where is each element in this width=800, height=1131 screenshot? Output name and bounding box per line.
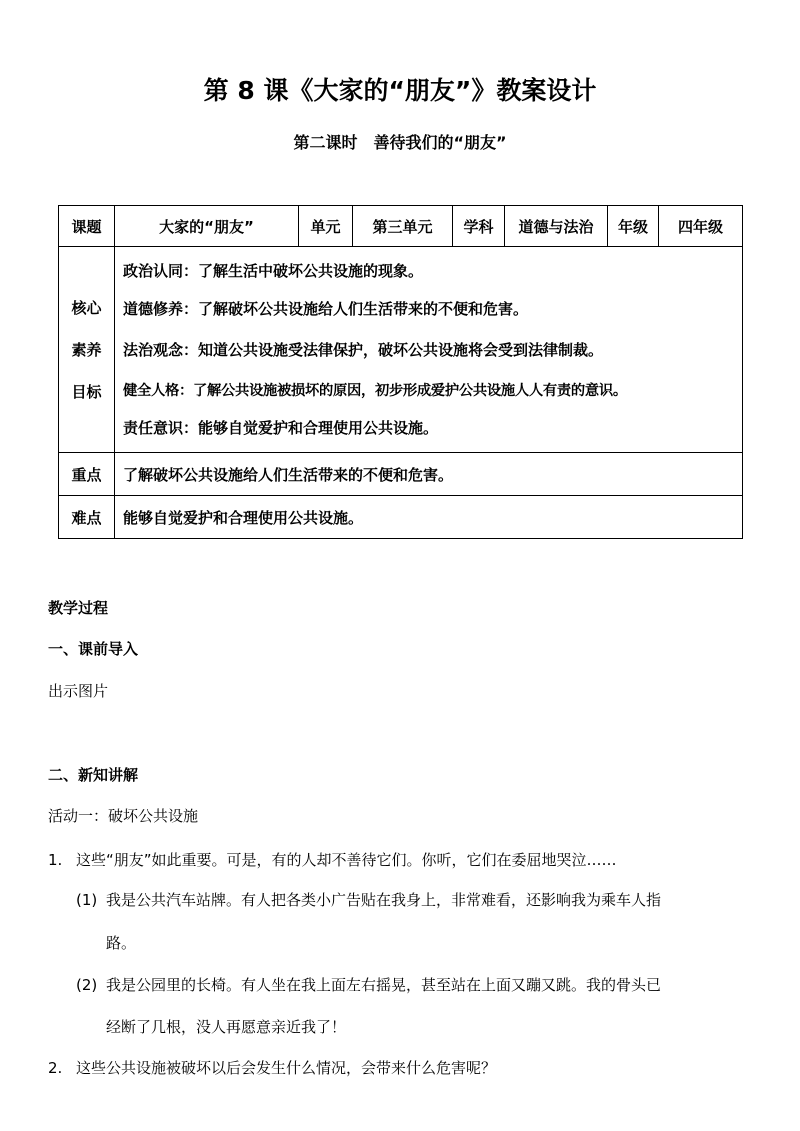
difficulty-row [59, 496, 743, 539]
item-number: 1. [48, 851, 63, 869]
part1-text: 出示图片 [48, 682, 109, 700]
topic-label: 课题 [59, 206, 115, 247]
goals-content [115, 247, 743, 453]
goal-item: 政治认同：了解生活中破坏公共设施的现象。 [123, 262, 424, 280]
goals-row [59, 247, 743, 453]
lesson-info-table [58, 205, 743, 539]
item-text-cont: 路。 [106, 934, 137, 952]
topic-value: 大家的“朋友” [115, 206, 299, 247]
part2-heading: 二、新知讲解 [48, 766, 139, 784]
subject-value: 道德与法治 [505, 206, 608, 247]
difficulty-label: 难点 [59, 496, 115, 539]
item-text: 我是公共汽车站牌。有人把各类小广告贴在我身上，非常难看，还影响我为乘车人指 [106, 891, 662, 909]
goal-item: 健全人格：了解公共设施被损坏的原因，初步形成爱护公共设施人人有责的意识。 [123, 382, 627, 399]
item-text: 这些“朋友”如此重要。可是，有的人却不善待它们。你听，它们在委屈地哭泣…… [76, 851, 617, 869]
activity-title: 活动一：破坏公共设施 [48, 807, 199, 825]
process-heading: 教学过程 [48, 599, 109, 617]
item-text-cont: 经断了几根，没人再愿意亲近我了！ [106, 1018, 347, 1036]
item-number: (2) [76, 976, 98, 994]
page-subtitle: 第二课时 善待我们的“朋友” [293, 133, 507, 152]
goal-item: 道德修养：了解破坏公共设施给人们生活带来的不便和危害。 [123, 299, 529, 318]
grade-value: 四年级 [659, 206, 743, 247]
key-point-label: 重点 [59, 453, 115, 496]
subject-label: 学科 [453, 206, 505, 247]
difficulty-value: 能够自觉爱护和合理使用公共设施。 [115, 496, 743, 539]
unit-label: 单元 [299, 206, 353, 247]
item-text: 这些公共设施被破坏以后会发生什么情况，会带来什么危害呢？ [76, 1059, 497, 1077]
key-point-value: 了解破坏公共设施给人们生活带来的不便和危害。 [115, 453, 743, 496]
key-point-row [59, 453, 743, 496]
page-title: 第 8 课《大家的“朋友”》教案设计 [203, 76, 597, 105]
goals-label-line: 素养 [71, 340, 102, 359]
grade-label: 年级 [608, 206, 659, 247]
item-text: 我是公园里的长椅。有人坐在我上面左右摇晃，甚至站在上面又蹦又跳。我的骨头已 [106, 976, 662, 994]
table-header-row [59, 206, 743, 247]
goal-item: 责任意识：能够自觉爱护和合理使用公共设施。 [123, 419, 439, 437]
goals-label [59, 247, 115, 453]
part1-heading: 一、课前导入 [48, 640, 139, 658]
goals-label-line: 目标 [71, 382, 102, 401]
goal-item: 法治观念：知道公共设施受法律保护，破坏公共设施将会受到法律制裁。 [123, 340, 604, 359]
item-number: (1) [76, 891, 98, 909]
item-number: 2. [48, 1059, 63, 1077]
goals-label-line: 核心 [71, 298, 102, 317]
unit-value: 第三单元 [353, 206, 453, 247]
